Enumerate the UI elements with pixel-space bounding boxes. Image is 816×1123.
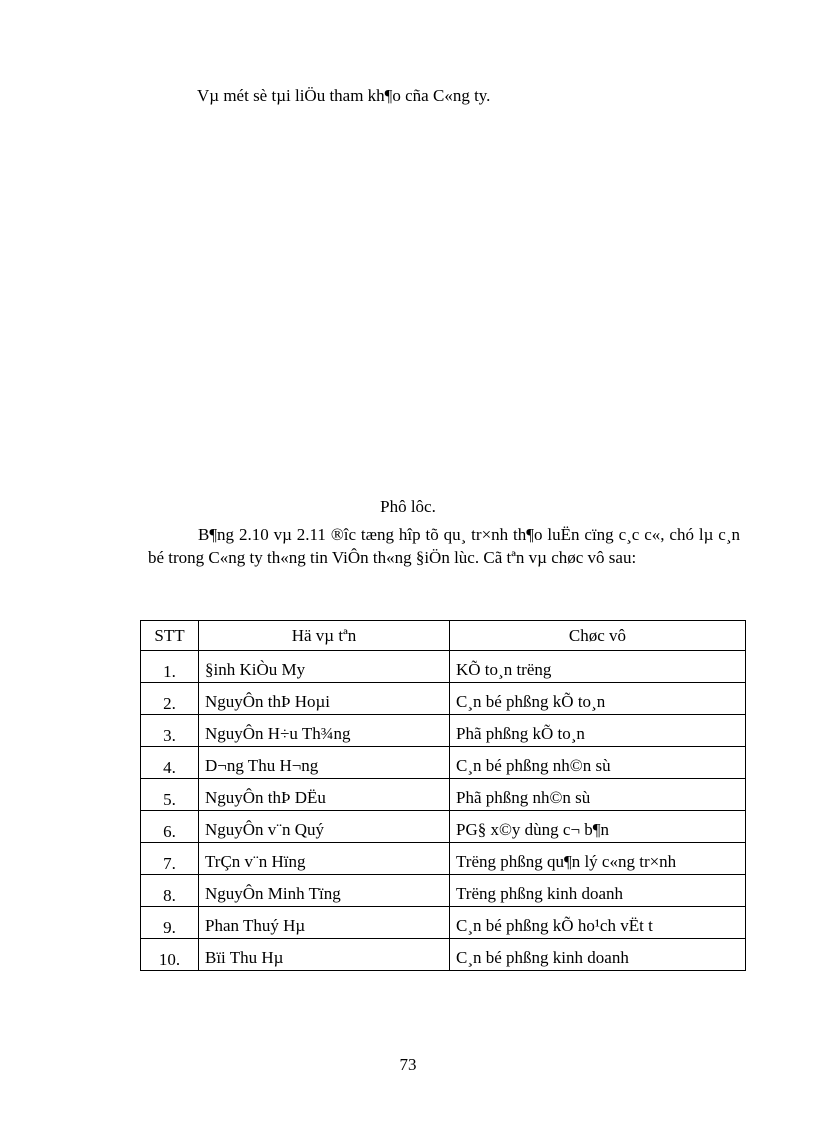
row-role: C¸n bé phßng kinh doanh (450, 939, 746, 971)
table-row (141, 811, 746, 843)
row-role: C¸n bé phßng nh©n sù (450, 747, 746, 779)
row-role: Phã phßng nh©n sù (450, 779, 746, 811)
header-stt: STT (141, 621, 199, 651)
row-name: NguyÔn thÞ Hoµi (199, 683, 450, 715)
row-role: C¸n bé phßng kÕ ho¹ch vËt t (450, 907, 746, 939)
table-row (141, 907, 746, 939)
row-role: PG§ x©y dùng c¬ b¶n (450, 811, 746, 843)
row-name: Phan Thuý Hµ (199, 907, 450, 939)
row-name: §inh KiÒu My (199, 651, 450, 683)
row-name: D¬ng Thu H¬ng (199, 747, 450, 779)
row-role: Trëng phßng kinh doanh (450, 875, 746, 907)
row-role: Trëng phßng qu¶n lý c«ng tr×nh (450, 843, 746, 875)
row-stt: 3. (141, 715, 199, 747)
intro-paragraph: B¶ng 2.10 vµ 2.11 ®îc tæng hîp tõ qu¸ tr×nh th¶o luËn cïng c¸c c«, chó lµ c¸n bé trong C«ng ty th«ng tin ViÔn th«ng §iÖn lùc. Cã tªn vµ chøc vô sau: (148, 525, 740, 567)
row-name: NguyÔn thÞ DËu (199, 779, 450, 811)
row-stt: 7. (141, 843, 199, 875)
row-name: NguyÔn v¨n Quý (199, 811, 450, 843)
reference-note: Vµ mét sè tµi liÖu tham kh¶o cña C«ng ty. (197, 86, 491, 105)
table-row (141, 779, 746, 811)
row-role: Phã phßng kÕ to¸n (450, 715, 746, 747)
header-role: Chøc vô (450, 621, 746, 651)
row-stt: 4. (141, 747, 199, 779)
table-row (141, 683, 746, 715)
table-row (141, 747, 746, 779)
staff-table (140, 620, 746, 971)
table-row (141, 843, 746, 875)
header-name: Hä vµ tªn (199, 621, 450, 651)
row-stt: 8. (141, 875, 199, 907)
appendix-title: Phô lôc. (380, 497, 436, 516)
row-stt: 2. (141, 683, 199, 715)
row-stt: 6. (141, 811, 199, 843)
row-name: TrÇn v¨n Hïng (199, 843, 450, 875)
table-row (141, 651, 746, 683)
table-row (141, 715, 746, 747)
row-stt: 10. (141, 939, 199, 971)
row-stt: 1. (141, 651, 199, 683)
row-name: NguyÔn Minh Tïng (199, 875, 450, 907)
row-stt: 5. (141, 779, 199, 811)
row-role: KÕ to¸n trëng (450, 651, 746, 683)
row-stt: 9. (141, 907, 199, 939)
page-number: 73 (399, 1055, 417, 1074)
row-role: C¸n bé phßng kÕ to¸n (450, 683, 746, 715)
row-name: NguyÔn H÷u Th¾ng (199, 715, 450, 747)
table-header-row (141, 621, 746, 651)
row-name: Bïi Thu Hµ (199, 939, 450, 971)
table-row (141, 875, 746, 907)
table-row (141, 939, 746, 971)
